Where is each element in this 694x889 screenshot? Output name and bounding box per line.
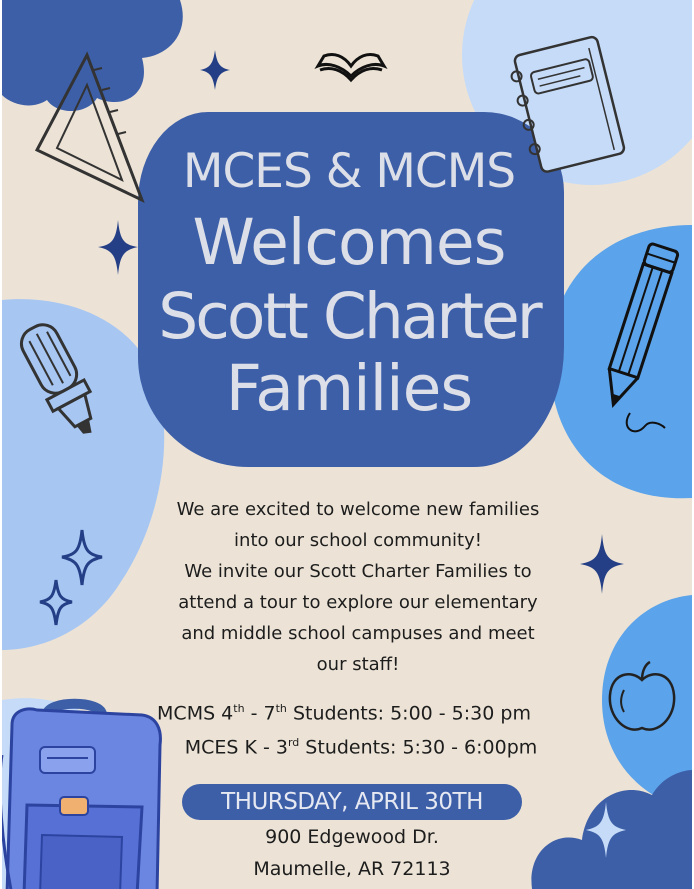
- ordinal-suffix: rd: [287, 736, 300, 749]
- paragraph-line: attend a tour to explore our elementary: [178, 592, 538, 613]
- event-date: THURSDAY, APRIL 30TH: [182, 784, 522, 820]
- address-city: Maumelle, AR 72113: [253, 858, 451, 880]
- address-street: 900 Edgewood Dr.: [265, 826, 439, 848]
- schedule-text: Students: 5:30 - 6:00pm: [299, 736, 538, 759]
- paragraph-line: into our school community!: [234, 530, 482, 551]
- title-line-3: Scott Charter: [158, 280, 540, 353]
- ordinal-suffix: th: [233, 702, 245, 715]
- flyer: [2, 0, 692, 889]
- open-book-icon: [316, 48, 386, 88]
- schedule-text: - 7: [244, 702, 276, 725]
- schedule-row-mcms: [2, 702, 691, 724]
- title-line-4: Families: [225, 352, 473, 425]
- title-line-1: MCES & MCMS: [182, 144, 516, 199]
- paragraph-line: and middle school campuses and meet: [181, 623, 535, 644]
- sparkle-icon: [200, 50, 230, 90]
- schedule-text: MCES K - 3: [184, 736, 288, 759]
- schedule-text: MCMS 4: [157, 702, 234, 725]
- welcome-paragraph: [2, 494, 692, 680]
- paragraph-line: We invite our Scott Charter Families to: [184, 561, 532, 582]
- ordinal-suffix: th: [275, 702, 287, 715]
- schedule-text: Students: 5:00 - 5:30 pm: [286, 702, 531, 725]
- paragraph-line: our staff!: [316, 654, 400, 675]
- paragraph-line: We are excited to welcome new families: [176, 499, 540, 520]
- title-line-2: Welcomes: [192, 206, 506, 279]
- schedule-row-mces: [14, 736, 692, 758]
